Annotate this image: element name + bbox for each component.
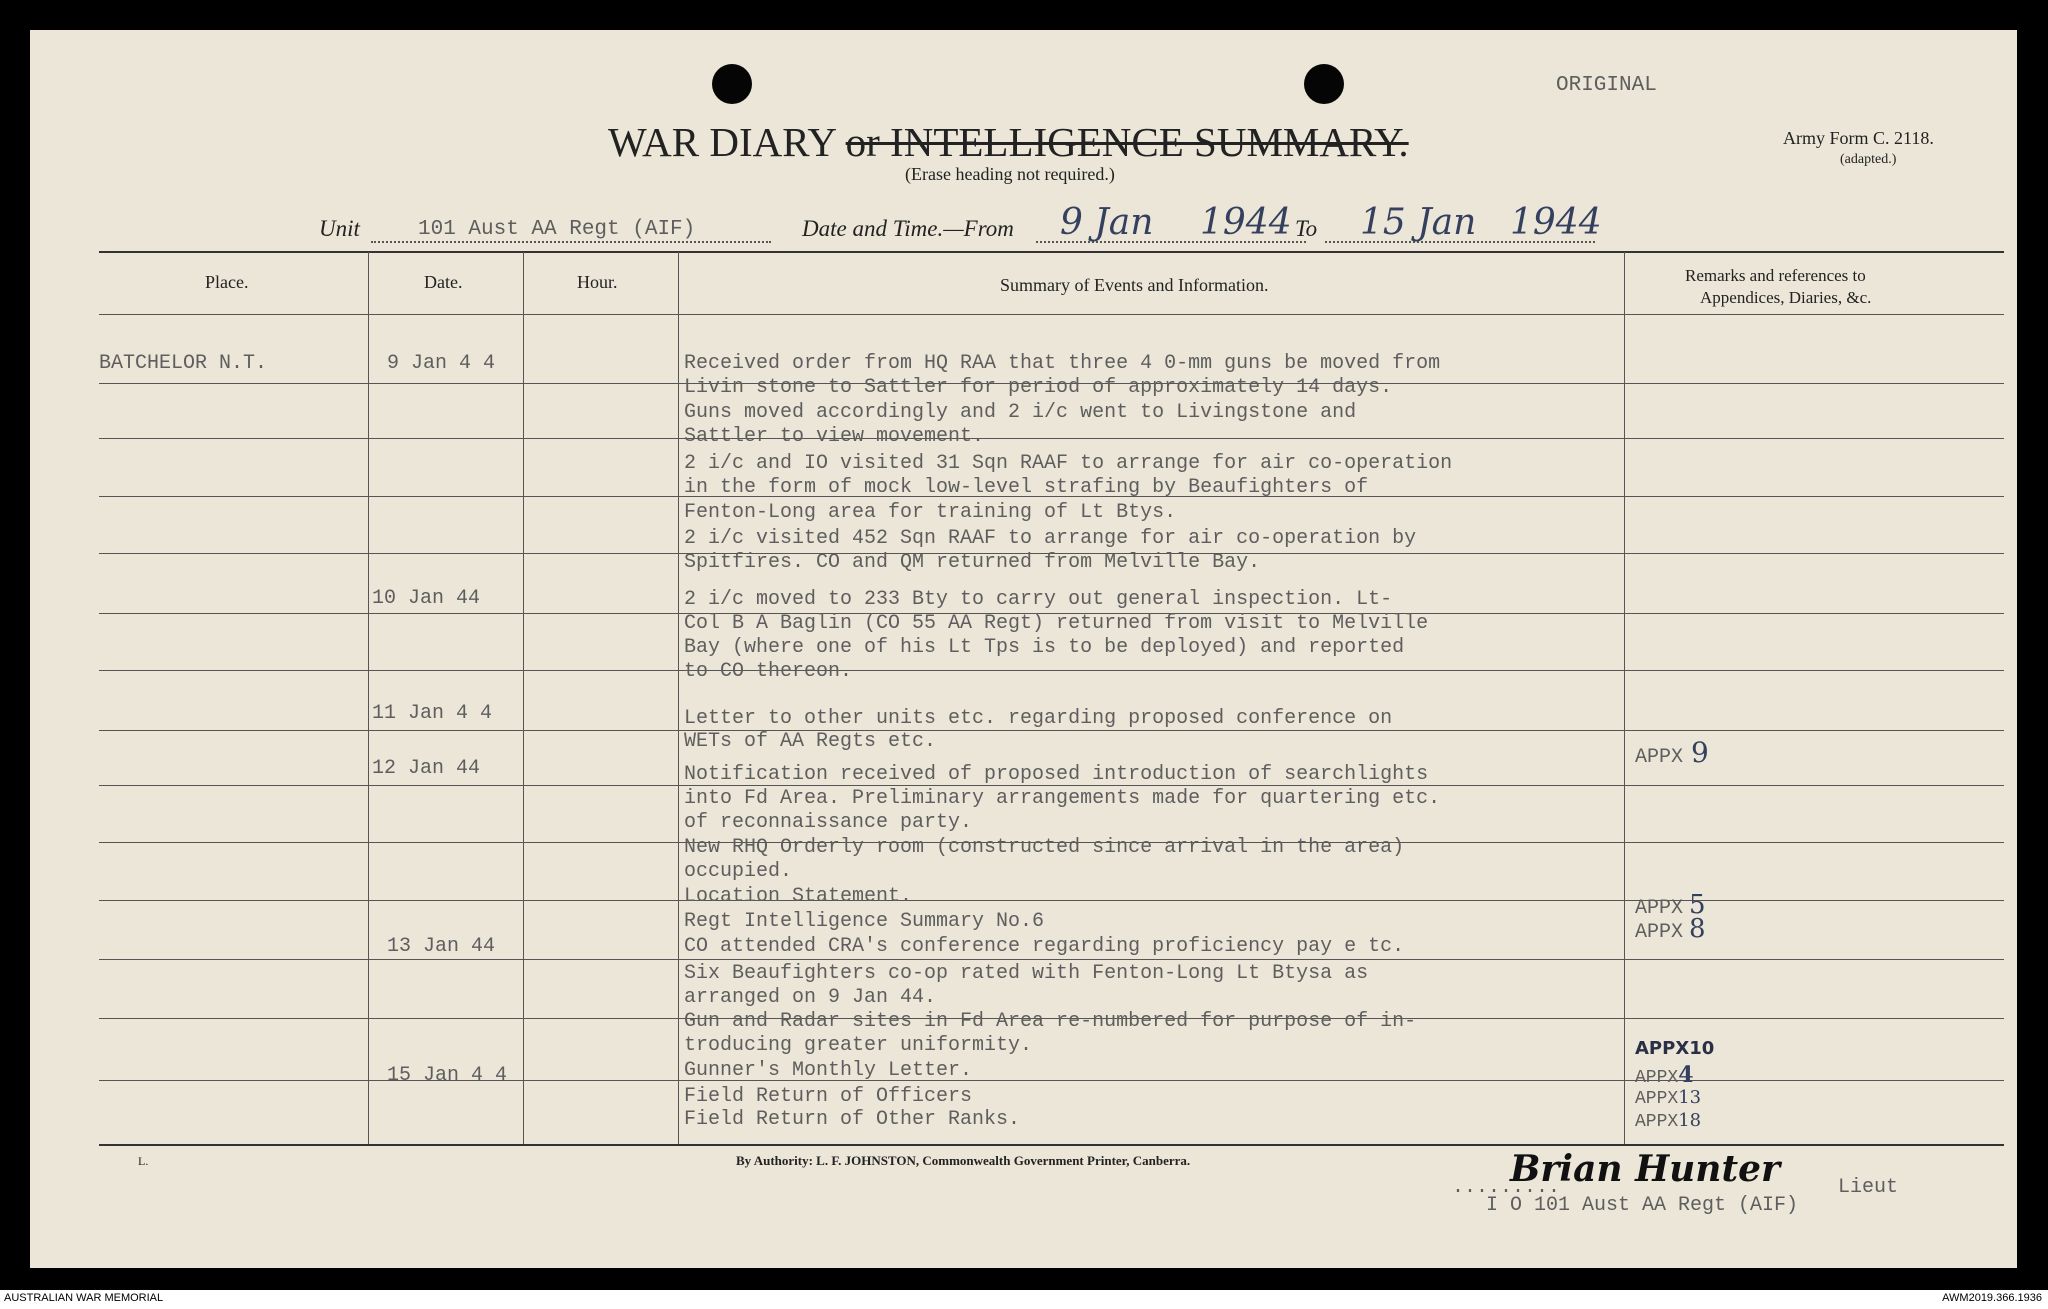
remark-appx-9	[1635, 736, 1709, 769]
to-year: 1944	[1510, 202, 1602, 243]
summary-line: Bay (where one of his Lt Tps is to be deployed) and reported	[684, 636, 1405, 659]
remark-label: APPX	[1635, 1038, 1690, 1059]
date-to-label: To	[1295, 216, 1318, 241]
summary-line: in the form of mock low-level strafing by Beaufighters of	[684, 476, 1369, 499]
date-cell: 10 Jan 44	[372, 587, 481, 610]
signature-role: I O 101 Aust AA Regt (AIF)	[1486, 1194, 1799, 1217]
remark-number: 10	[1689, 1038, 1715, 1059]
remark-label: APPX	[1635, 1089, 1679, 1109]
summary-line: of reconnaissance party.	[684, 811, 973, 834]
form-code: L.	[138, 1154, 149, 1168]
remark-number: 9	[1691, 736, 1709, 769]
remark-label: APPX	[1635, 897, 1684, 920]
date-cell: 12 Jan 44	[372, 757, 481, 780]
unit-dots	[371, 241, 771, 243]
unit-label: Unit	[319, 216, 360, 241]
summary-line: Spitfires. CO and QM returned from Melville Bay.	[684, 551, 1261, 574]
original-mark: ORIGINAL	[1556, 74, 1657, 97]
summary-line: Gunner's Monthly Letter.	[684, 1059, 973, 1082]
page-title	[608, 118, 1409, 166]
remark-label: APPX	[1635, 921, 1684, 944]
to-day: 15 Jan	[1360, 202, 1477, 243]
summary-line: Letter to other units etc. regarding proposed conference on	[684, 707, 1393, 730]
ruled-line	[99, 900, 2004, 901]
diary-page	[30, 30, 2017, 1268]
summary-line: Fenton-Long area for training of Lt Btys.	[684, 501, 1177, 524]
remark-appx-13	[1635, 1087, 1701, 1109]
table-bottom-rule	[99, 1144, 2004, 1146]
summary-line: 2 i/c moved to 233 Bty to carry out general inspection. Lt-	[684, 588, 1393, 611]
date-cell: 13 Jan 44	[387, 935, 496, 958]
table-top-rule	[99, 251, 2004, 253]
col-divider-1	[368, 252, 369, 1144]
col-header-remarks-2: Appendices, Diaries, &c.	[1700, 288, 1872, 307]
signature: Brian Hunter	[1510, 1148, 1780, 1190]
date-cell: 15 Jan 4 4	[387, 1064, 508, 1087]
remark-appx-18	[1635, 1110, 1701, 1132]
summary-line: CO attended CRA's conference regarding proficiency pay e tc.	[684, 935, 1405, 958]
summary-line: troducing greater uniformity.	[684, 1034, 1033, 1057]
summary-line: Guns moved accordingly and 2 i/c went to Livingstone and	[684, 401, 1357, 424]
ruled-line	[99, 730, 2004, 731]
summary-line: 2 i/c and IO visited 31 Sqn RAAF to arrange for air co-operation	[684, 452, 1453, 475]
summary-line: Col B A Baglin (CO 55 AA Regt) returned from visit to Melville	[684, 612, 1429, 635]
remark-number: 8	[1689, 914, 1706, 944]
remark-appx-10	[1635, 1038, 1714, 1059]
summary-line: Regt Intelligence Summary No.6	[684, 910, 1045, 933]
punch-hole-left	[712, 64, 752, 104]
summary-line: Received order from HQ RAA that three 4 0-mm guns be moved from	[684, 352, 1441, 375]
authority-line: By Authority: L. F. JOHNSTON, Commonwealth Government Printer, Canberra.	[736, 1153, 1191, 1168]
footer-left: AUSTRALIAN WAR MEMORIAL	[4, 1292, 164, 1304]
summary-line: into Fd Area. Preliminary arrangements made for quartering etc.	[684, 787, 1441, 810]
col-header-date: Date.	[424, 272, 463, 292]
col-header-place: Place.	[205, 272, 249, 292]
date-from-label: Date and Time.—From	[802, 216, 1014, 241]
col-divider-3	[678, 252, 679, 1144]
ruled-line	[99, 670, 2004, 671]
ruled-line	[99, 438, 2004, 439]
summary-line: to CO thereon.	[684, 660, 853, 683]
title-main: WAR DIARY	[608, 119, 836, 165]
col-divider-2	[523, 252, 524, 1144]
date-cell: 9 Jan 4 4	[387, 352, 496, 375]
summary-line: Field Return of Other Ranks.	[684, 1108, 1021, 1131]
army-form-note: (adapted.)	[1840, 152, 1897, 167]
remark-number: 5	[1689, 890, 1706, 920]
remark-number: 13	[1678, 1087, 1702, 1108]
col-header-remarks-1: Remarks and references to	[1685, 266, 1866, 285]
col-header-summary: Summary of Events and Information.	[1000, 275, 1269, 295]
title-subtitle: (Erase heading not required.)	[905, 164, 1115, 184]
summary-line: Notification received of proposed introduction of searchlights	[684, 763, 1429, 786]
remark-label: APPX	[1635, 1112, 1679, 1132]
punch-hole-right	[1304, 64, 1344, 104]
remark-number: 18	[1678, 1110, 1702, 1131]
summary-line: Location Statement.	[684, 885, 913, 908]
header-rule	[99, 314, 2004, 315]
ruled-line	[99, 959, 2004, 960]
col-header-hour: Hour.	[577, 272, 618, 292]
unit-value: 101 Aust AA Regt (AIF)	[418, 218, 696, 241]
summary-line: arranged on 9 Jan 44.	[684, 986, 937, 1009]
title-struck: or INTELLIGENCE SUMMARY.	[845, 119, 1409, 165]
from-day: 9 Jan	[1060, 202, 1154, 243]
remark-label: APPX	[1635, 1068, 1679, 1088]
ruled-line	[99, 1080, 2004, 1081]
remark-number: 4	[1678, 1062, 1694, 1088]
date-cell: 11 Jan 4 4	[372, 702, 493, 725]
remark-appx-4	[1635, 1062, 1694, 1088]
summary-line: WETs of AA Regts etc.	[684, 730, 937, 753]
summary-line: New RHQ Orderly room (constructed since arrival in the area)	[684, 836, 1405, 859]
summary-line: Gun and Radar sites in Fd Area re-numbered for purpose of in-	[684, 1010, 1417, 1033]
summary-line: Livin stone to Sattler for period of approximately 14 days.	[684, 376, 1393, 399]
footer-right: AWM2019.366.1936	[1942, 1292, 2042, 1304]
army-form-label: Army Form C. 2118.	[1783, 128, 1934, 148]
from-year: 1944	[1200, 202, 1292, 243]
remark-label: APPX	[1635, 746, 1684, 769]
col-divider-4	[1624, 252, 1625, 1144]
summary-line: 2 i/c visited 452 Sqn RAAF to arrange for air co-operation by	[684, 527, 1417, 550]
summary-line: Field Return of Officers	[684, 1085, 973, 1108]
footer-bar	[0, 1290, 2048, 1309]
signature-rank: Lieut	[1838, 1176, 1899, 1199]
summary-line: Six Beaufighters co-op rated with Fenton-Long Lt Btysa as	[684, 962, 1369, 985]
summary-line: occupied.	[684, 860, 793, 883]
signature-dots: .........	[1452, 1176, 1561, 1199]
remark-appx-8	[1635, 914, 1706, 944]
place-cell: BATCHELOR N.T.	[99, 352, 268, 375]
summary-line: Sattler to view movement.	[684, 425, 985, 448]
